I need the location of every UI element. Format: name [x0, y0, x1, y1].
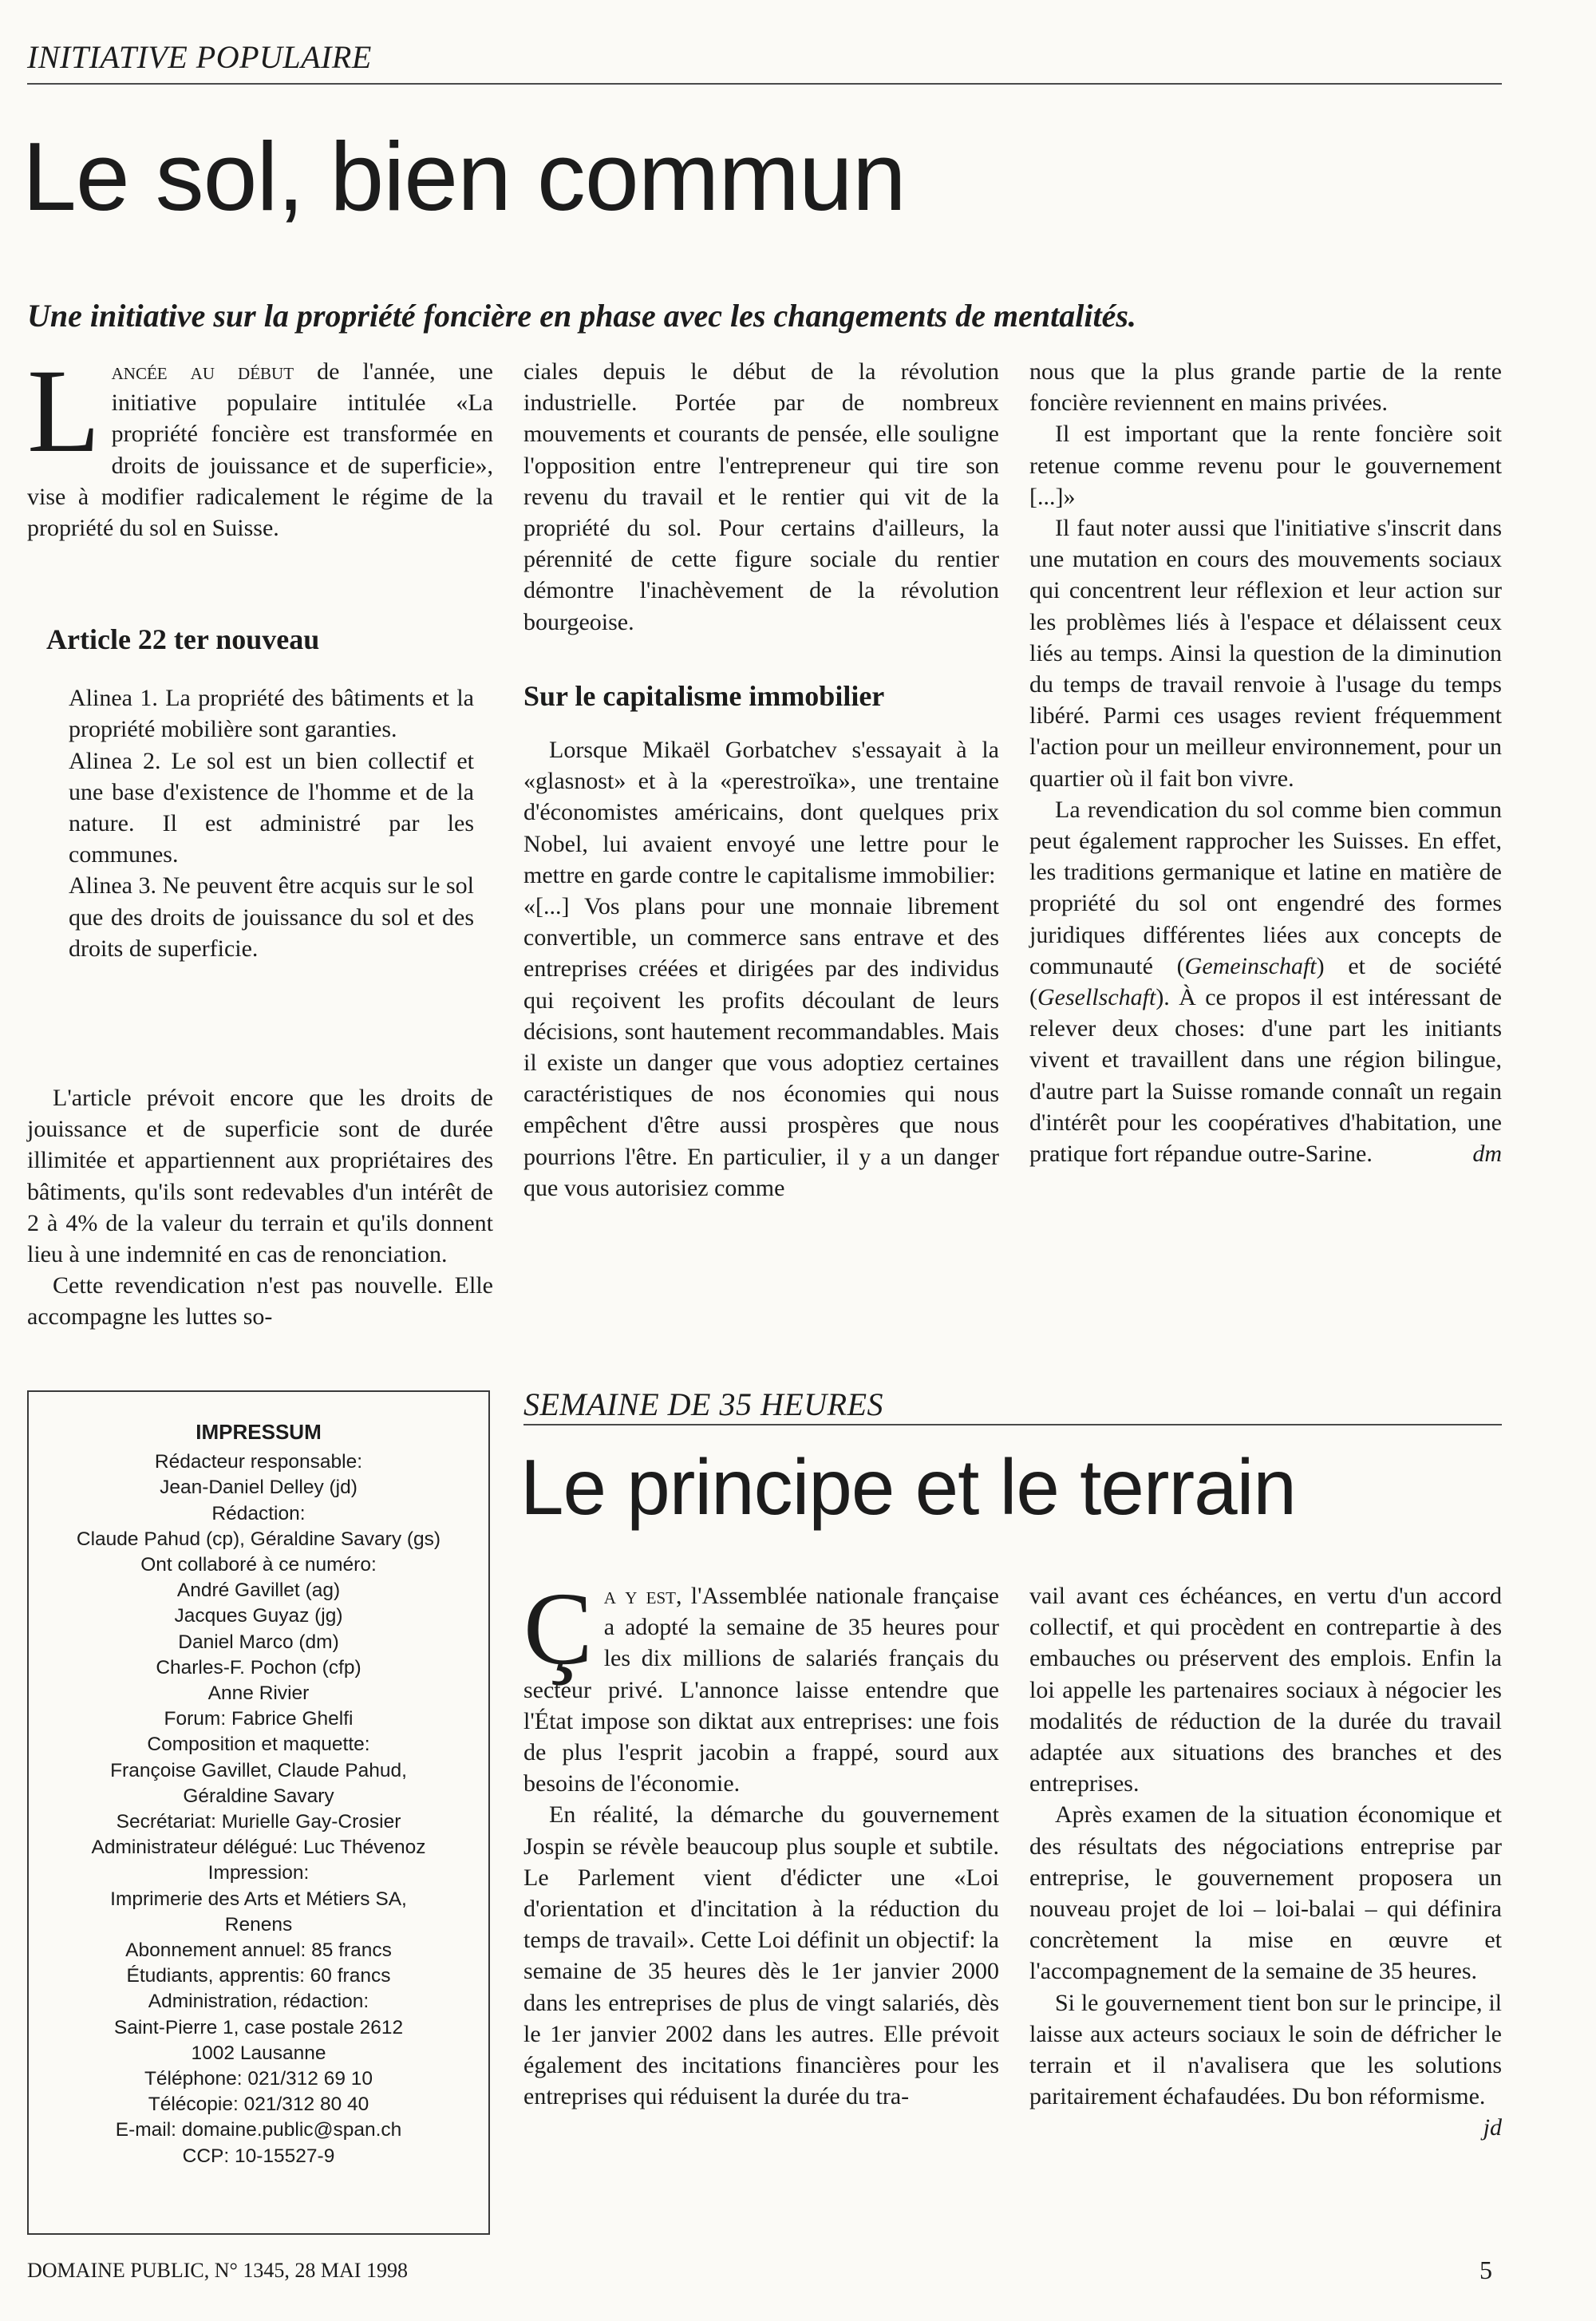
lead-paragraph — [27, 345, 493, 544]
drop-cap: L — [27, 345, 101, 477]
drop-cap: Ç — [523, 1572, 593, 1686]
footer-publication: DOMAINE PUBLIC, N° 1345, 28 MAI 1998 — [27, 2259, 408, 2282]
lead-smallcaps: ancée au début — [111, 358, 294, 385]
article-box — [27, 623, 493, 964]
article-column-1-continued — [27, 1082, 493, 1333]
body-paragraph: nous que la plus grande partie de la rente foncière reviennent en mains privées. — [1029, 358, 1502, 417]
body-paragraph — [1029, 794, 1502, 1169]
impressum-line: Rédaction: — [211, 1502, 306, 1524]
box-paragraph: Alinea 2. Le sol est un bien collectif et une base d'existence de l'homme et de la nature. Il est administré par les communes. — [69, 747, 474, 868]
text-run: Si le gouvernement tient bon sur le principe, il laisse aux acteurs sociaux le soin de défricher le terrain et il n'avalisera que les solutions paritairement échafaudées. Du bon réformisme. — [1029, 1989, 1502, 2110]
section-kicker-2: SEMAINE DE 35 HEURES — [523, 1386, 884, 1422]
article-column-1 — [27, 345, 493, 544]
impressum-line: Étudiants, apprentis: 60 francs — [126, 1965, 391, 1987]
impressum-line: André Gavillet (ag) — [176, 1580, 341, 1602]
text-run: La revendication du sol comme bien commun peut également rapprocher les Suisses. En effet, les traditions germanique et latine en matière de propriété du sol ont engendré des formes juridiques différentes liées aux concepts de communauté ( — [1029, 796, 1502, 979]
body-paragraph: Cette revendication n'est pas nouvelle. Elle accompagne les luttes so- — [27, 1272, 493, 1331]
box-title: Article 22 ter nouveau — [46, 623, 320, 655]
impressum-line: Renens — [224, 1913, 293, 1935]
body-paragraph: Lorsque Mikaël Gorbatchev s'essayait à la «glasnost» et à la «perestroïka», une trentaine d'économistes américains, dont quelques prix Nobel, lui avaient envoyé une lettre pour le mettre en garde contre le capitalisme immobilier: — [523, 737, 999, 888]
impressum-line: CCP: 10-15527-9 — [182, 2145, 335, 2167]
lead-text: l'Assemblée nationale française a adopté la semaine de 35 heures pour les dix millions de salariés français du secteur privé. L'annonce laisse entendre que l'État impose son diktat aux entreprises: une fois de plus l'esprit jacobin a frappé, sourd aux besoins de l'économie. — [523, 1583, 999, 1797]
text-run-italic: Gesellschaft — [1037, 984, 1156, 1011]
impressum-line: Géraldine Savary — [183, 1785, 334, 1807]
author-signature: jd — [1483, 2114, 1502, 2141]
author-signature: dm — [1472, 1141, 1502, 1168]
impressum-line: Jean-Daniel Delley (jd) — [160, 1477, 358, 1499]
impressum-line: Ont collaboré à ce numéro: — [140, 1554, 377, 1576]
impressum-line: Secrétariat: Murielle Gay-Crosier — [116, 1811, 401, 1833]
body-paragraph — [1029, 1987, 1502, 2141]
article-title: Le sol, bien commun — [22, 122, 906, 231]
impressum-line: Téléphone: 021/312 69 10 — [144, 2068, 373, 2090]
article2-column-1 — [523, 1572, 999, 2112]
section-rule — [27, 83, 1502, 85]
impressum-line: Composition et maquette: — [147, 1734, 370, 1756]
impressum-box — [27, 1390, 490, 2235]
body-paragraph: Après examen de la situation économique et des résultats des négociations entreprise par entreprise, le gouvernement proposera un nouveau projet de loi – loi-balai – qui définira concrètement la mise en œuvre et l'accompagnement de la semaine de 35 heures. — [1029, 1801, 1502, 1985]
article2-column-2 — [1029, 1580, 1502, 2144]
text-run: ) et de société ( — [1029, 952, 1502, 1011]
impressum-line: 1002 Lausanne — [191, 2042, 326, 2064]
impressum-line: Impression: — [207, 1862, 310, 1884]
impressum-line: Charles-F. Pochon (cfp) — [156, 1656, 361, 1678]
impressum-title: IMPRESSUM — [196, 1420, 322, 1444]
quote-paragraph: «[...] Vos plans pour une monnaie librement convertible, un commerce sans entrave et des entreprises créées et dirigées par des individus qui reçoivent les profits découlant de leurs décisions, sont hautement recommandables. Mais il existe un danger que vous adoptiez certaines caractéristiques de nos économies qui nous empêchent d'être aussi prospères que nous pourrions l'être. En particulier, il y a un danger que vous autorisiez comme — [523, 893, 999, 1201]
box-paragraph: Alinea 1. La propriété des bâtiments et la propriété mobilière sont garanties. — [69, 685, 474, 743]
page-number: 5 — [1479, 2256, 1492, 2284]
impressum-line: Jacques Guyaz (jg) — [174, 1605, 343, 1627]
box-body — [27, 682, 493, 964]
body-paragraph: ciales depuis le début de la révolution industrielle. Portée par de nombreux mouvements et courants de pensée, elle souligne l'opposition entre l'entrepreneur qui tire son revenu du travail et le rentier qui vit de la propriété du sol. Pour certains d'ailleurs, la pérennité de cette figure sociale du rentier démontre l'inachèvement de la révolution bourgeoise. — [523, 358, 999, 635]
text-run: ). À ce propos il est intéressant de relever deux choses: d'une part les initiants vivent et travaillent dans une région bilingue, d'autre part la Suisse romande connaît un regain d'intérêt pour les coopératives d'habitation, une pratique fort répandue outre-Sarine. — [1029, 984, 1502, 1168]
subheading: Sur le capitalisme immobilier — [523, 679, 885, 712]
impressum-line: Abonnement annuel: 85 francs — [125, 1939, 392, 1962]
text-run-italic: Gemeinschaft — [1184, 952, 1317, 979]
impressum-line: Télécopie: 021/312 80 40 — [148, 2094, 369, 2116]
section-kicker: INITIATIVE POPULAIRE — [27, 39, 372, 75]
section-rule-2 — [523, 1424, 1502, 1425]
body-paragraph: Il faut noter aussi que l'initiative s'inscrit dans une mutation en cours des mouvements sociaux qui concentrent leur réflexion et leur action sur les problèmes liés à l'espace et délaissent ceux liés au temps. Ainsi la question de la diminution du temps de travail renvoie à l'usage du temps libéré. Parmi ces usages revient fréquemment l'action pour un meilleur environnement, pour un quartier où il fait bon vivre. — [1029, 515, 1502, 792]
impressum-line: Daniel Marco (dm) — [178, 1631, 339, 1653]
body-paragraph: vail avant ces échéances, en vertu d'un accord collectif, et qui procèdent en contrepartie à des embauches ou préservent des emplois. Enfin la loi appelle les partenaires sociaux à négocier les modalités de réduction de la durée du travail adaptée aux situations des branches et des entreprises. — [1029, 1583, 1502, 1797]
article-title-2: Le principe et le terrain — [520, 1443, 1296, 1531]
article-column-3 — [1029, 356, 1502, 1169]
lead-paragraph — [523, 1572, 999, 1799]
body-paragraph: En réalité, la démarche du gouvernement Jospin se révèle beaucoup plus souple et subtile. Le Parlement vient d'édicter une «Loi d'orientation et d'incitation à la réduction du temps de travail». Cette Loi définit un objectif: la semaine de 35 heures dès le 1er janvier 2000 dans les entreprises de plus de vingt salariés, dès le 1er janvier 2002 dans les autres. Elle prévoit également des incitations financières pour les entreprises qui réduisent la durée du tra- — [523, 1801, 999, 2110]
impressum-line: Imprimerie des Arts et Métiers SA, — [110, 1888, 407, 1910]
impressum-line: Anne Rivier — [207, 1682, 310, 1705]
impressum-line: Administration, rédaction: — [148, 1991, 369, 2013]
box-paragraph: Alinea 3. Ne peuvent être acquis sur le sol que des droits de jouissance du sol et des droits de superficie. — [69, 872, 474, 962]
impressum-line: Françoise Gavillet, Claude Pahud, — [110, 1759, 407, 1781]
body-paragraph: Il est important que la rente foncière soit retenue comme revenu pour le gouvernement [...]» — [1029, 421, 1502, 510]
article-column-2 — [523, 356, 999, 1204]
impressum-line: Forum: Fabrice Ghelfi — [164, 1708, 354, 1730]
impressum-lines — [29, 1449, 488, 2169]
impressum-line: Rédacteur responsable: — [154, 1451, 363, 1473]
lead-text: de l'année, une initiative populaire intitulée «La propriété foncière est transformée en droits de jouissance et de superficie», vise à modifier radicalement le régime de la propriété du sol en Suisse. — [27, 358, 493, 542]
impressum-line: Claude Pahud (cp), Géraldine Savary (gs) — [76, 1528, 441, 1550]
body-paragraph: L'article prévoit encore que les droits de jouissance et de superficie sont de durée illimitée et appartiennent aux propriétaires des bâtiments, qu'ils sont redevables d'un intérêt de 2 à 4% de la valeur du terrain et qu'ils donnent lieu à une indemnité en cas de renonciation. — [27, 1085, 493, 1268]
impressum-line: Administrateur délégué: Luc Thévenoz — [91, 1837, 426, 1859]
article-deck: Une initiative sur la propriété foncière en phase avec les changements de mentalités. — [27, 298, 1136, 334]
impressum-line: Saint-Pierre 1, case postale 2612 — [113, 2016, 404, 2038]
impressum-line: E-mail: domaine.public@span.ch — [115, 2119, 402, 2141]
lead-smallcaps: a y est, — [603, 1583, 682, 1609]
